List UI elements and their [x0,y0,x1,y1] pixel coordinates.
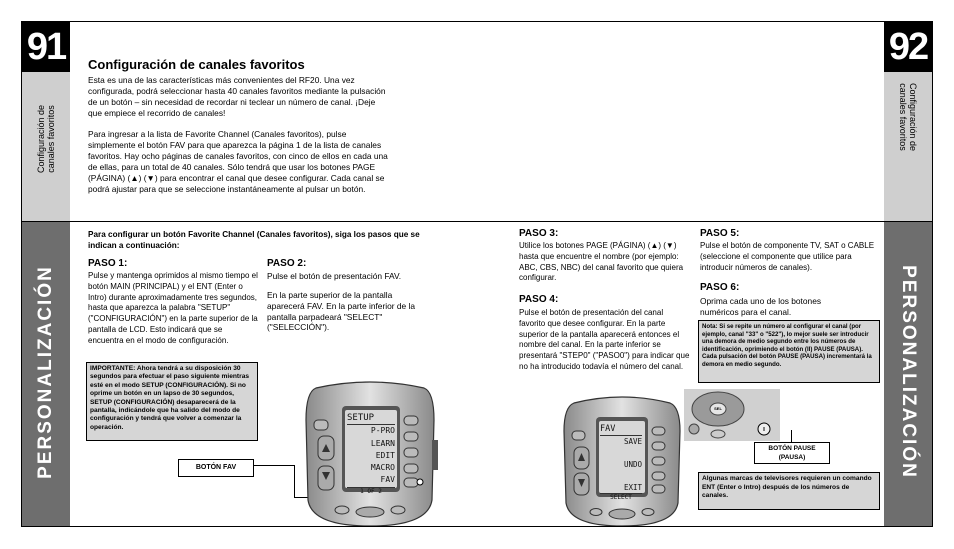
paso4-title: PASO 4: [519,294,559,305]
paso4-body: Pulse el botón de presentación del canal favorito que desee configurar. En la parte superior de la pantalla aparecerá entonces el nombre del canal. En la parte inferior se presentará "STEP0" ("PASO0") para indicar que no ha introducido todavía el número del canal. [519,308,690,371]
pause-leader [791,430,792,442]
remote1-side-grip [432,440,438,470]
remote2-item-blank1 [600,448,642,459]
paso6-note: Nota: Si se repite un número al configurar el canal (por ejemplo, canal "33" o "522"), lo mejor suele ser introducir una demora de medio segundo entre los números de identificación, oprimiendo el botón (II) PAUSE (PAUSA). Cada pulsación del botón PAUSE (PAUSA) incrementará la demora en medio segundo. [698,320,880,383]
right-side-title-line2: canales favoritos [898,83,908,151]
remote2-screen-footer: SELECT [600,493,642,501]
paso3-body: Utilice los botones PAGE (PÁGINA) (▲) (▼) hasta que encuentre el nombre (por ejemplo: ABC, CBS, NBC) del canal favorito que quiera configurar. [519,241,684,283]
dpad-stop-button [689,424,699,434]
paso5-title: PASO 5: [700,228,740,239]
right-side-title-line1: Configuración de [908,82,918,152]
fav-leader-v [294,465,295,497]
paso1-body: Pulse y mantenga oprimidos al mismo tiempo el botón MAIN (PRINCIPAL) y el ENT (Enter o Intro) durante aproximadamente tres segundos, hasta que aparezca la palabra "SETUP" ("CONFIGURACIÓN") en la parte superior de la pantalla de LCD. Esto indicará que se encuentra en el modo de configuración. [88,271,258,345]
intro-paragraph: Esta es una de las características más convenientes del RF20. Una vez configurada, podrá seleccionar hasta 40 canales favoritos mediante la pulsación de un botón – sin necesidad de recordar ni teclear un número de canal. ¡Deje que empiece el recorrido de canales! [88,75,386,118]
left-section-label: PERSONALIZACIÓN [35,265,56,479]
dpad-sel-label: SEL [714,406,722,411]
dpad-closeup-illustration [684,389,780,441]
paso6-body: Oprima cada uno de los botones numéricos para el canal. [700,296,822,317]
remote2-item-exit: EXIT [623,483,642,492]
boton-pause-label [754,442,830,464]
paso2-body2: En la parte superior de la pantalla aparecerá FAV. En la parte inferior de la pantalla parpadeará "SELECT" ("SELECCIÓN"). [267,290,416,333]
remote1-side-button [314,420,328,430]
dpad-play-button [711,430,725,438]
paso1-title: PASO 1: [88,258,128,269]
remote1-item-edit: EDIT [375,450,395,460]
right-section-band [884,222,932,526]
paso3-title: PASO 3: [519,228,559,239]
remote1-item-fav: FAV [380,475,395,485]
paso6-title: PASO 6: [700,282,740,293]
paso2-title: PASO 2: [267,258,307,269]
remote2-item-undo: UNDO [623,460,642,470]
remote2-item-save: SAVE [623,437,642,447]
remote2-item-blank2 [600,471,642,482]
right-section-label: PERSONALIZACIÓN [898,265,919,479]
left-side-title-line2: canales favoritos [46,105,56,173]
right-side-title [898,83,918,151]
boton-fav-label: BOTÓN FAV [178,459,254,477]
left-page-number: 91 [22,22,70,72]
remote2-screen-text [600,424,642,501]
remote2-main-button [609,509,635,519]
boton-pause-line1: BOTÓN PAUSE [768,445,816,452]
brands-note: Algunas marcas de televisores requieren un comando ENT (Enter o Intro) después de los números de canales. [698,472,880,510]
paso1-important-note: IMPORTANTE: Ahora tendrá a su disposición 30 segundos para efectuar el paso siguiente mientras esté en el modo SETUP (CONFIGURACIÓN). Si no oprime un botón en un lapso de 30 segundos, SETUP (CONFIGURACIÓN) desaparecerá de la pantalla, indicándole que ha salido del modo de configuración y tendrá que volver a comenzar la operación. [86,362,258,441]
left-section-band [22,222,70,526]
left-side-title-line1: Configuración de [36,104,46,174]
section-divider [21,221,933,222]
remote1-screen-title: SETUP [347,412,395,425]
remote1-screen-footer: 1 OF 2 [347,487,395,495]
fav-list-paragraph: Para ingresar a la lista de Favorite Channel (Canales favoritos), pulse simplemente el botón FAV para que aparezca la página 1 de la lista de canales favoritos. Hay ocho páginas de canales favoritos, con cinco de ellos en cada una de ellas, para un total de 40 canales. Sólo tendrá que usar los botones PAGE (PÁGINA) (▲) (▼) para encontrar el canal que desee configurar. Cada canal se podrá ajustar para que se seleccione instantáneamente al pulsar un botón. [88,129,388,194]
remote1-item-learn: LEARN [370,438,395,448]
paso5-body: Pulse el botón de componente TV, SAT o CABLE (seleccione el componente que utilice para introducir números de canales). [700,241,875,272]
paso2-body1: Pulse el botón de presentación FAV. [267,271,402,281]
remote1-item-macro: MACRO [370,463,395,473]
left-side-title [36,105,56,173]
steps-intro: Para configurar un botón Favorite Channel (Canales favoritos), siga los pasos que se indican a continuación: [88,230,420,250]
remote1-screen-text [347,412,395,495]
left-side-tab [22,22,70,221]
right-page-number: 92 [884,22,932,72]
right-side-tab [884,22,932,221]
svg-text:II: II [762,427,766,433]
boton-pause-line2: (PAUSA) [778,454,806,461]
fav-leader-h1 [254,465,294,466]
remote1-main-button [356,507,384,517]
remote1-item-pro: P-PRO [370,426,395,436]
remote2-screen-title: FAV [600,424,642,436]
page-heading: Configuración de canales favoritos [88,57,305,72]
